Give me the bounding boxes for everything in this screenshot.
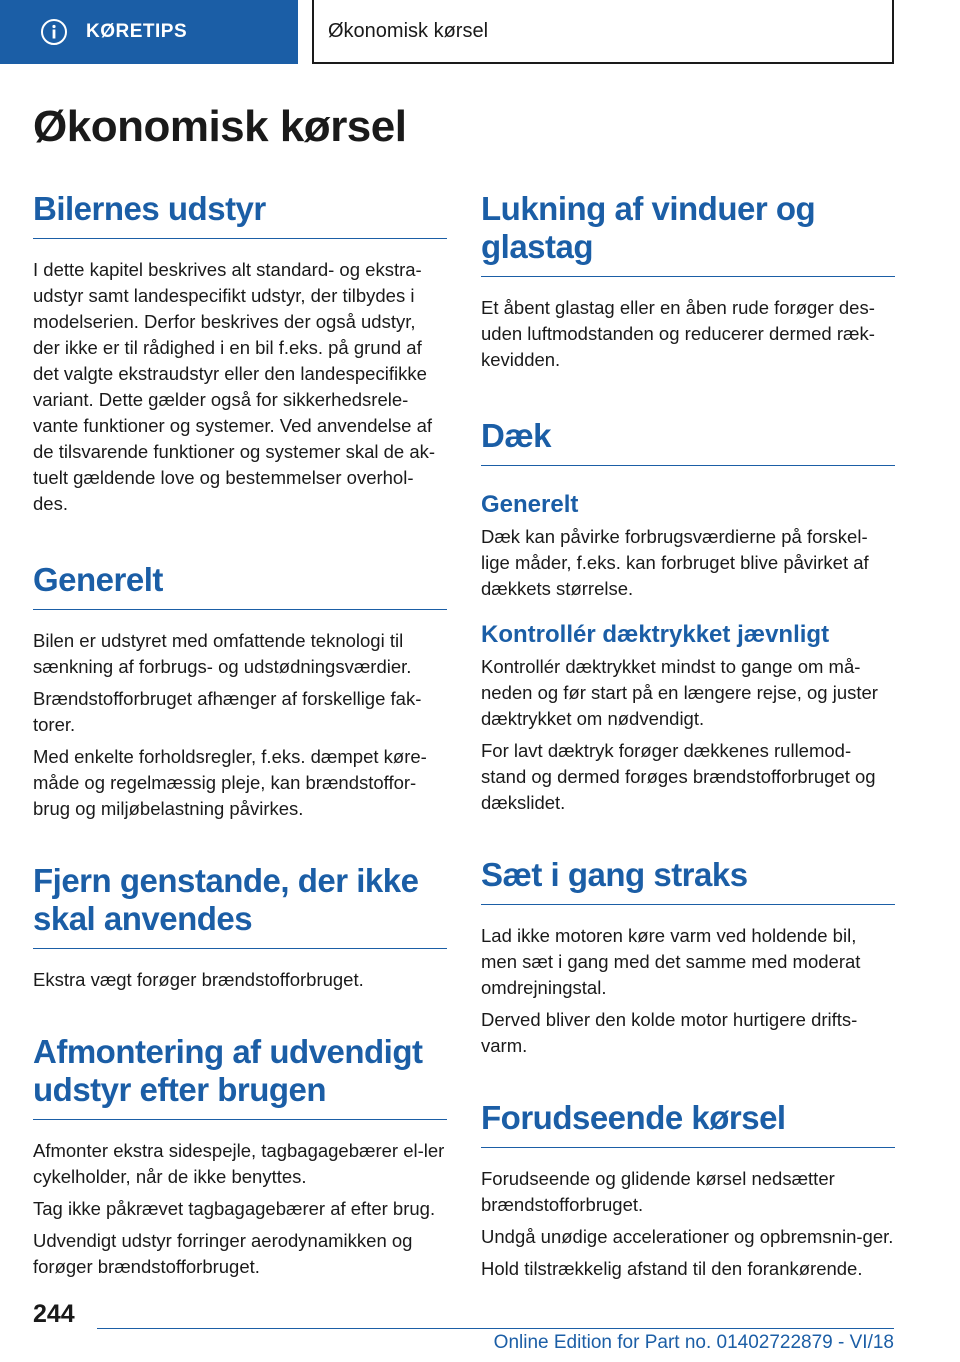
heading-forudseende: Forudseende kørsel [481, 1099, 895, 1148]
running-header [312, 0, 894, 64]
heading-bilernes-udstyr: Bilernes udstyr [33, 190, 447, 239]
info-icon [40, 18, 68, 46]
heading-lukning: Lukning af vinduer og glastag [481, 190, 895, 277]
paragraph: For lavt dæktryk forøger dækkenes rullemod-stand og dermed forøges brændstofforbruget og dækslidet. [481, 740, 876, 813]
edition-note: Online Edition for Part no. 01402722879 - VI/18 [493, 1332, 894, 1353]
section-tab [0, 0, 298, 64]
paragraph: Undgå unødige accelerationer og opbremsnin-ger. [481, 1226, 894, 1247]
paragraph: Hold tilstrækkelig afstand til den forankørende. [481, 1258, 863, 1279]
paragraph: Derved bliver den kolde motor hurtigere drifts-varm. [481, 1009, 858, 1056]
heading-daek: Dæk [481, 417, 895, 466]
paragraph: Brændstofforbruget afhænger af forskellige fak-torer. [33, 688, 422, 735]
heading-generelt: Generelt [33, 561, 447, 610]
paragraph: Lad ikke motoren køre varm ved holdende bil, men sæt i gang med det samme med moderat omdrejningstal. [481, 925, 861, 998]
footer-divider [97, 1328, 894, 1329]
paragraph: Et åbent glastag eller en åben rude forøger des-uden luftmodstanden og reducerer dermed ræk-kevidden. [481, 297, 875, 370]
section-label: KØRETIPS [86, 21, 188, 42]
paragraph: Forudseende og glidende kørsel nedsætter brændstofforbruget. [481, 1168, 835, 1215]
right-column [481, 190, 895, 1282]
paragraph: Med enkelte forholdsregler, f.eks. dæmpet køre-måde og regelmæssig pleje, kan brændstoffor-brug og miljøbelastning påvirkes. [33, 746, 427, 819]
paragraph: Udvendigt udstyr forringer aerodynamikken og forøger brændstofforbruget. [33, 1230, 413, 1277]
heading-afmontering: Afmontering af udvendigt udstyr efter brugen [33, 1033, 447, 1120]
paragraph: Ekstra vægt forøger brændstofforbruget. [33, 969, 364, 990]
heading-saet-i-gang: Sæt i gang straks [481, 856, 895, 905]
heading-fjern-genstande: Fjern genstande, der ikke skal anvendes [33, 862, 447, 949]
paragraph: Tag ikke påkrævet tagbagagebærer af efter brug. [33, 1198, 436, 1219]
paragraph: Bilen er udstyret med omfattende teknologi til sænkning af forbrugs- og udstødningsværdier. [33, 630, 412, 677]
page-title: Økonomisk kørsel [33, 102, 407, 151]
paragraph: I dette kapitel beskrives alt standard- og ekstra-udstyr samt landespecifikt udstyr, der tilbydes i modelserien. Derfor beskrives der også udstyr, der ikke er til rådighed i en bil f.eks. på grund af det valgte ekstraudstyr eller den landespecifikke variant. Dette gælder også for sikkerhedsrele-vante funktioner og systemer. Ved anvendelse af de tilsvarende funktioner og systemer skal de ak-tuelt gældende love og bestemmelser overhol-des. [33, 259, 436, 514]
subheading-kontroller: Kontrollér dæktrykket jævnligt [481, 621, 830, 648]
running-title: Økonomisk kørsel [328, 19, 489, 42]
left-column [33, 190, 447, 1280]
page-number: 244 [33, 1300, 75, 1328]
paragraph: Dæk kan påvirke forbrugsværdierne på forskel-lige måder, f.eks. kan forbruget blive påvirket af dækkets størrelse. [481, 526, 869, 599]
subheading-generelt: Generelt [481, 491, 579, 518]
paragraph: Afmonter ekstra sidespejle, tagbagagebærer el-ler cykelholder, når de ikke benyttes. [33, 1140, 445, 1187]
paragraph: Kontrollér dæktrykket mindst to gange om må-neden og før start på en længere rejse, og juster dæktrykket om nødvendigt. [481, 656, 878, 729]
